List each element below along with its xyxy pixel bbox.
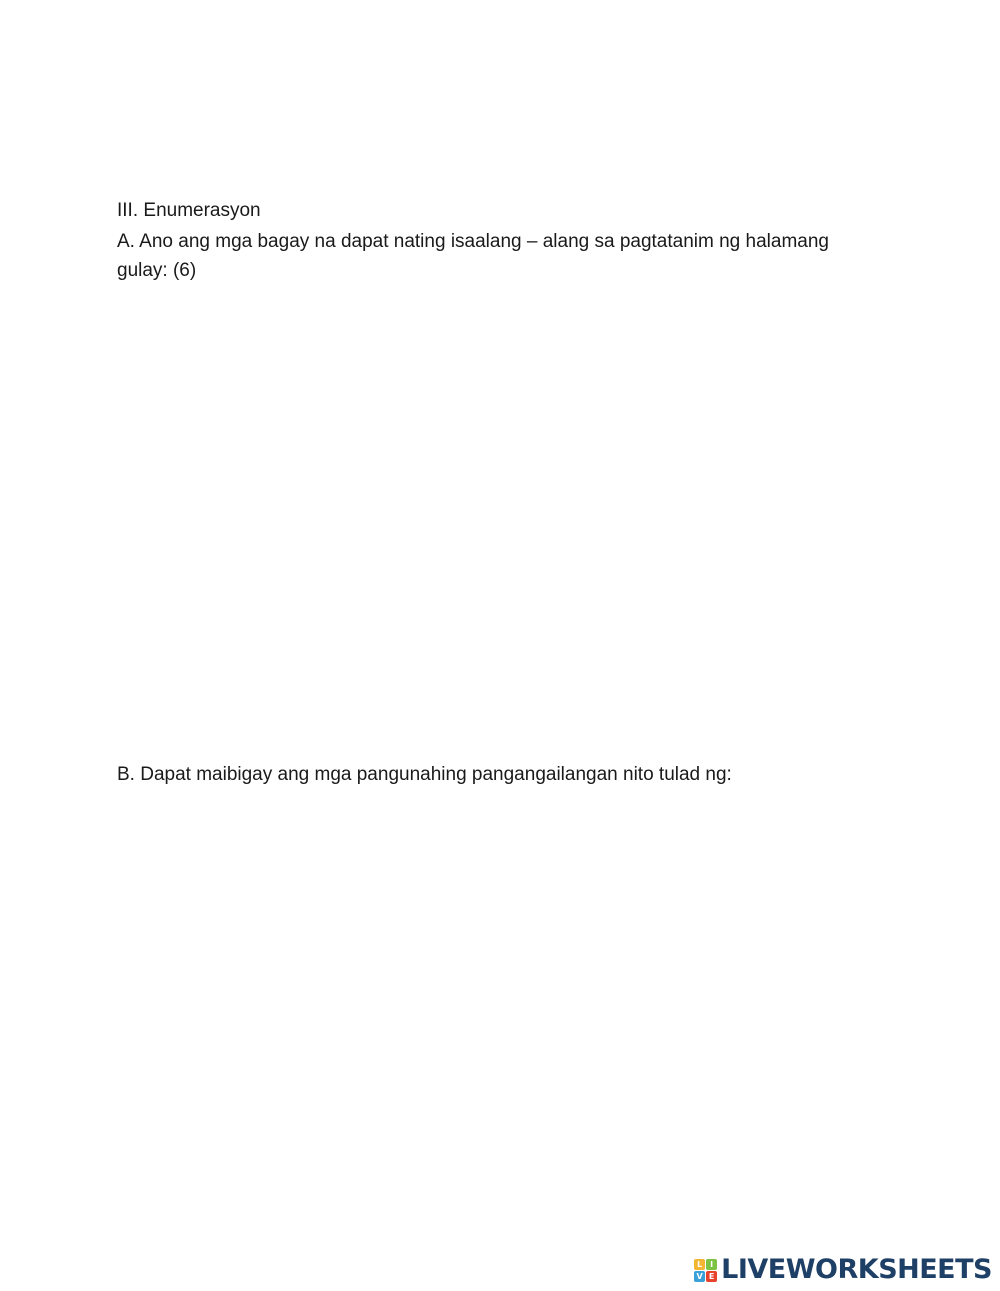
liveworksheets-logo-text: LIVEWORKSHEETS [721, 1254, 992, 1285]
logo-tile-l: L [694, 1259, 705, 1270]
section-heading: III. Enumerasyon [117, 200, 261, 221]
logo-tile-e: E [706, 1271, 717, 1282]
logo-tile-i: I [706, 1259, 717, 1270]
question-b: B. Dapat maibigay ang mga pangunahing pangangailangan nito tulad ng: [117, 764, 732, 785]
liveworksheets-logo [694, 1253, 992, 1287]
answer-area-a[interactable] [117, 290, 877, 730]
liveworksheets-logo-icon [694, 1259, 717, 1282]
question-a: A. Ano ang mga bagay na dapat nating isaalang – alang sa pagtatanim ng halamang gulay: (6) [117, 231, 829, 281]
logo-tile-v: V [694, 1271, 705, 1282]
answer-area-b[interactable] [117, 800, 877, 1220]
